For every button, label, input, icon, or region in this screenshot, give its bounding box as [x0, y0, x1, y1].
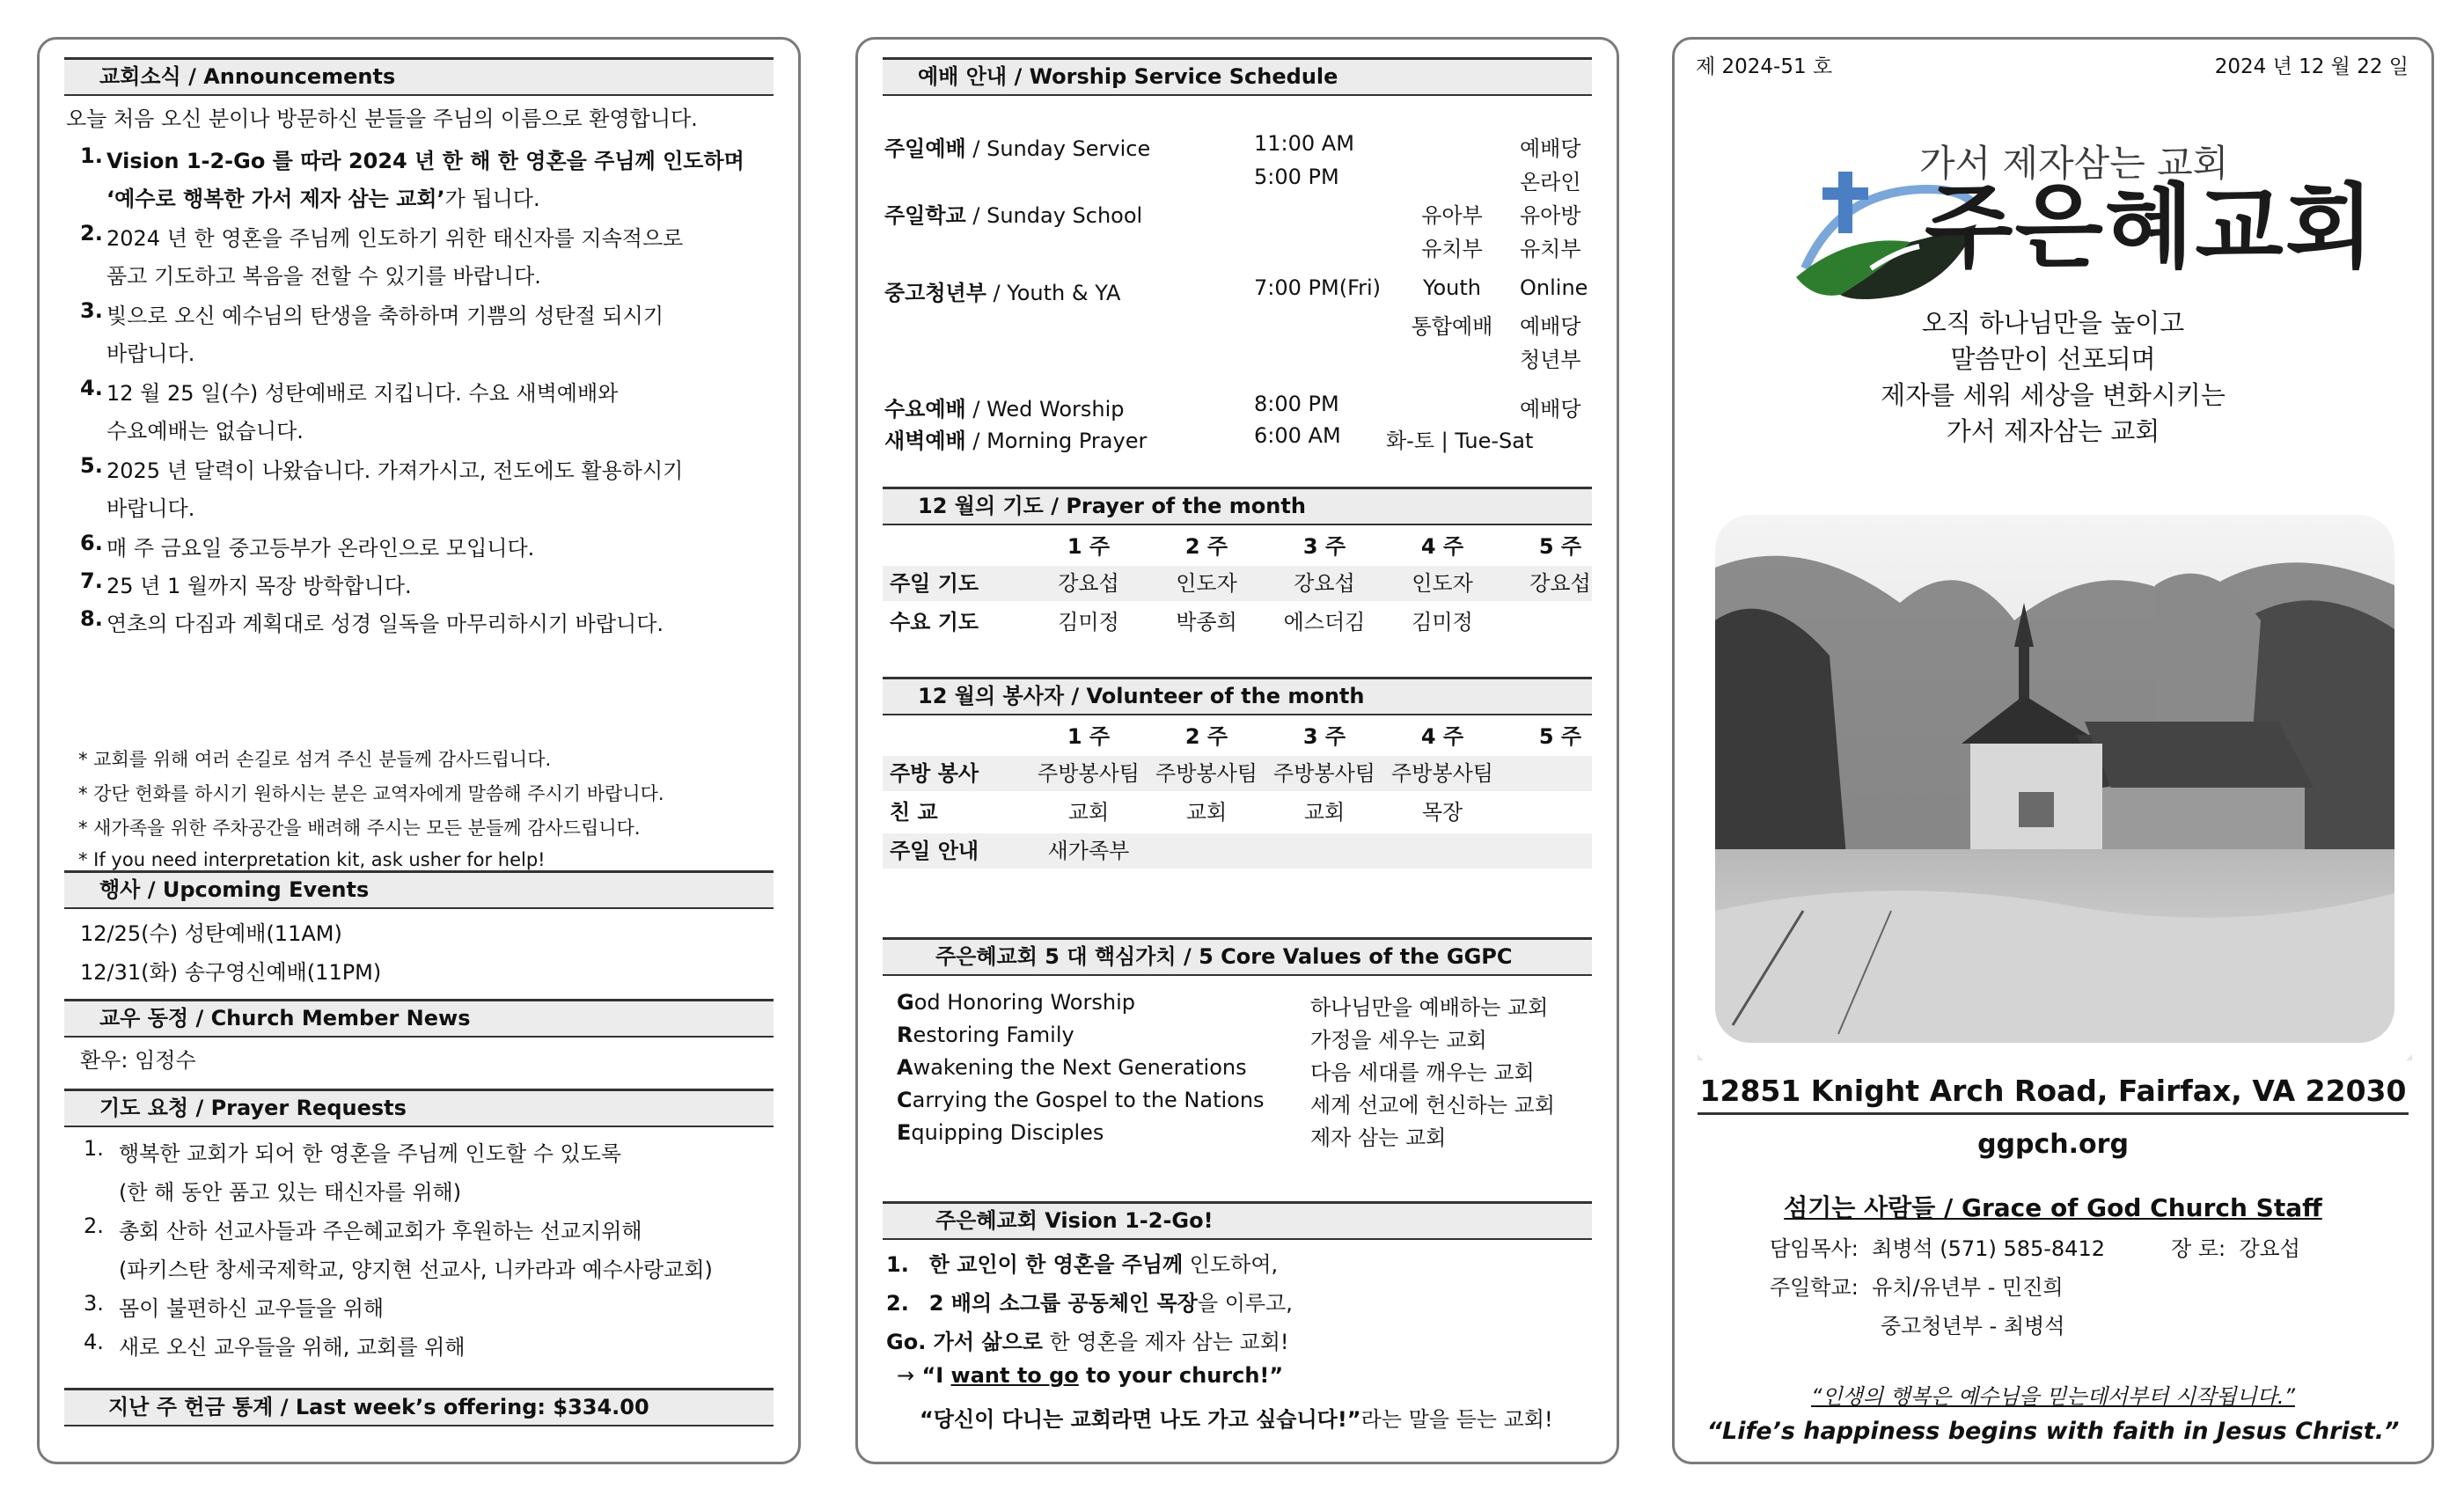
- school-staff: 유치/유년부 - 민진희: [1872, 1275, 2064, 1300]
- table-row: [883, 605, 1592, 640]
- school-row-2: 중고청년부 - 최병석: [1881, 1314, 2065, 1338]
- worship-time: 5:00 PM: [1254, 165, 1339, 189]
- worship-group: 통합예배: [1411, 314, 1493, 339]
- worship-time: 6:00 AM: [1254, 423, 1341, 448]
- elder-row: [2171, 1231, 2300, 1262]
- event-item: 12/25(수) 성탄예배(11AM): [80, 921, 342, 946]
- announcement-text: 2025 년 달력이 나왔습니다. 가져가시고, 전도에도 활용하시기: [106, 458, 684, 483]
- announcement-text: Vision 1-2-Go 를 따라 2024 년 한 해 한 영혼을 주님께 인도하며: [106, 149, 744, 173]
- worship-location: Online: [1520, 275, 1588, 300]
- offering-line: 지난 주 헌금 통계 / Last week’s offering: $334.00: [64, 1388, 774, 1426]
- announcement-note: * If you need interpretation kit, ask usher for help!: [78, 849, 546, 870]
- vision-header: 주은혜교회 Vision 1-2-Go!: [883, 1201, 1592, 1240]
- vision-line-2: [886, 1286, 1293, 1316]
- table-cell: 강요섭: [1529, 571, 1591, 596]
- announcements-panel: [37, 37, 801, 1464]
- core-value-initial: A: [897, 1055, 913, 1080]
- church-building-photo: [1698, 497, 2412, 1060]
- table-row: [883, 566, 1592, 601]
- table-cell: 김미정: [1412, 610, 1473, 634]
- announcement-number: 1.: [80, 143, 103, 168]
- prayer-request-text-line2: (한 해 동안 품고 있는 태신자를 위해): [119, 1180, 462, 1205]
- worship-location: 예배당: [1520, 314, 1581, 339]
- church-address: 12851 Knight Arch Road, Fairfax, VA 22030: [1698, 1069, 2409, 1115]
- week-column-header: 4 주: [1420, 534, 1464, 559]
- issue-date: 2024 년 12 월 22 일: [2214, 55, 2409, 78]
- announcement-note: * 교회를 위해 여러 손길로 섬겨 주신 분들께 감사드립니다.: [78, 749, 552, 770]
- announcement-number: 3.: [80, 298, 103, 323]
- worship-service-ko: 중고청년부: [884, 281, 986, 305]
- worship-time: 8:00 PM: [1254, 392, 1339, 416]
- worship-service-en: / Sunday School: [965, 203, 1143, 228]
- schedule-panel: [855, 37, 1619, 1464]
- announcement-text: 가 됩니다.: [444, 187, 540, 211]
- core-value-rest: wakening the Next Generations: [913, 1055, 1247, 1080]
- motto-line: 가서 제자삼는 교회: [1946, 416, 2160, 446]
- vision-line-5: [920, 1402, 1553, 1433]
- worship-service-en: / Morning Prayer: [965, 429, 1148, 453]
- announcement-text-line2: [106, 181, 540, 212]
- elder-name: 강요섭: [2239, 1236, 2300, 1261]
- worship-service-en: / Youth & YA: [986, 281, 1121, 305]
- table-row: [883, 795, 1592, 830]
- worship-group: 화-토 | Tue-Sat: [1386, 429, 1534, 453]
- table-cell: 주방봉사팀: [1273, 761, 1375, 786]
- cover-panel: [1672, 37, 2434, 1464]
- worship-time: 7:00 PM(Fri): [1254, 275, 1382, 300]
- table-row-label: 수요 기도: [890, 610, 979, 634]
- core-value-en: [897, 1120, 1104, 1145]
- quote-english: “Life’s happiness begins with faith in Jesus Christ.”: [1706, 1418, 2400, 1445]
- core-values-header: 주은혜교회 5 대 핵심가치 / 5 Core Values of the GGPC: [883, 937, 1592, 976]
- table-cell: 주방봉사팀: [1391, 761, 1493, 786]
- announcement-text: 12 월 25 일(수) 성탄예배로 지킵니다. 수요 새벽예배와: [106, 381, 619, 406]
- announcement-emphasis: ‘예수로 행복한 가서 제자 삼는 교회’: [106, 187, 445, 211]
- worship-group: 유아부: [1421, 203, 1483, 228]
- worship-service-en: / Sunday Service: [965, 136, 1151, 161]
- core-value-rest: quipping Disciples: [911, 1120, 1104, 1145]
- week-column-header: 2 주: [1184, 724, 1228, 749]
- table-cell: 주방봉사팀: [1155, 761, 1258, 786]
- vision-text: to your church!”: [1078, 1363, 1284, 1388]
- announcement-number: 7.: [80, 568, 103, 593]
- pastor-name: 최병석 (571) 585-8412: [1872, 1236, 2105, 1261]
- announcements-intro: 오늘 처음 오신 분이나 방문하신 분들을 주님의 이름으로 환영합니다.: [66, 106, 698, 131]
- school-row: [1770, 1270, 2064, 1301]
- table-cell: 목장: [1421, 800, 1463, 825]
- arrow-icon: →: [897, 1363, 915, 1388]
- core-value-en: [897, 1055, 1247, 1080]
- table-cell: 김미정: [1058, 610, 1119, 634]
- member-news-header: 교우 동정 / Church Member News: [64, 999, 774, 1038]
- table-cell: 주방봉사팀: [1038, 761, 1140, 786]
- worship-service-ko: 새벽예배: [884, 429, 966, 453]
- staff-header: 섬기는 사람들 / Grace of God Church Staff: [1784, 1193, 2322, 1222]
- worship-location: 청년부: [1520, 348, 1581, 372]
- table-row-label: 주방 봉사: [890, 761, 979, 786]
- week-column-header: 5 주: [1538, 724, 1582, 749]
- vision-bold: Go. 가서 삶으로: [886, 1330, 1043, 1354]
- table-row-label: 친 교: [890, 800, 938, 825]
- core-value-ko: 다음 세대를 깨우는 교회: [1310, 1060, 1535, 1085]
- worship-service-en: / Wed Worship: [965, 397, 1125, 422]
- table-cell: 교회: [1185, 800, 1228, 825]
- member-news-text: 환우: 임정수: [80, 1048, 196, 1073]
- worship-location: 예배당: [1520, 397, 1581, 422]
- worship-service-name: [884, 198, 1142, 229]
- announcement-text: 빛으로 오신 예수님의 탄생을 축하하며 기쁨의 성탄절 되시기: [106, 304, 664, 328]
- worship-service-name: [884, 392, 1125, 422]
- table-cell: 인도자: [1412, 571, 1473, 596]
- week-column-header: 3 주: [1302, 724, 1346, 749]
- prayer-request-number: 1.: [84, 1136, 104, 1161]
- motto-line: 제자를 세워 세상을 변화시키는: [1881, 380, 2226, 410]
- worship-location: 유아방: [1520, 203, 1581, 228]
- core-value-en: [897, 1023, 1074, 1047]
- core-value-en: [897, 1088, 1265, 1112]
- vision-num: 2.: [886, 1291, 909, 1316]
- announcements-header: 교회소식 / Announcements: [64, 57, 774, 96]
- vision-line-3: [886, 1324, 1289, 1355]
- table-cell: 강요섭: [1058, 571, 1119, 596]
- prayer-request-text-line2: (파키스탄 창세국제학교, 양지현 선교사, 니카라과 예수사랑교회): [119, 1258, 713, 1282]
- worship-service-ko: 주일학교: [884, 203, 966, 228]
- announcement-number: 6.: [80, 531, 103, 555]
- worship-header: 예배 안내 / Worship Service Schedule: [883, 57, 1592, 96]
- prayer-request-number: 2.: [84, 1214, 104, 1238]
- core-value-rest: od Honoring Worship: [913, 990, 1135, 1015]
- pastor-label: 담임목사:: [1770, 1236, 1859, 1261]
- worship-service-ko: 주일예배: [884, 136, 966, 161]
- core-value-ko: 세계 선교에 헌신하는 교회: [1310, 1093, 1555, 1118]
- core-value-ko: 가정을 세우는 교회: [1310, 1028, 1487, 1052]
- announcement-text: 2024 년 한 영혼을 주님께 인도하기 위한 태신자를 지속적으로: [106, 226, 684, 251]
- worship-group: 유치부: [1421, 237, 1483, 261]
- event-item: 12/31(화) 송구영신예배(11PM): [80, 960, 382, 985]
- core-value-rest: arrying the Gospel to the Nations: [912, 1088, 1265, 1112]
- worship-service-name: [884, 423, 1147, 454]
- table-row-label: 주일 기도: [890, 571, 979, 596]
- volunteer-month-header: 12 월의 봉사자 / Volunteer of the month: [883, 677, 1592, 715]
- announcement-text-line2: 바랍니다.: [106, 496, 195, 521]
- elder-label: 장 로:: [2171, 1236, 2226, 1261]
- vision-bold: 2 배의 소그룹 공동체인 목장: [928, 1291, 1198, 1316]
- church-website[interactable]: ggpch.org: [1977, 1129, 2129, 1160]
- vision-text: 한 영혼을 제자 삼는 교회!: [1042, 1330, 1289, 1354]
- prayer-request-number: 3.: [84, 1291, 104, 1316]
- announcement-number: 5.: [80, 453, 103, 478]
- prayer-request-text: 행복한 교회가 되어 한 영혼을 주님께 인도할 수 있도록: [119, 1141, 622, 1166]
- announcement-note: * 강단 헌화를 하시기 원하시는 분은 교역자에게 말씀해 주시기 바랍니다.: [78, 783, 664, 804]
- table-row-label: 주일 안내: [890, 839, 979, 863]
- week-column-header: 5 주: [1538, 534, 1582, 559]
- vision-line-1: [886, 1247, 1278, 1278]
- worship-location: 유치부: [1520, 237, 1581, 261]
- church-tagline: 가서 제자삼는 교회: [1919, 142, 2229, 185]
- core-value-ko: 제자 삼는 교회: [1310, 1126, 1447, 1150]
- vision-text: 라는 말을 듣는 교회!: [1360, 1407, 1553, 1432]
- announcement-text-line2: 수요예배는 없습니다.: [106, 419, 304, 444]
- motto-line: 말씀만이 선포되며: [1950, 344, 2156, 374]
- issue-number: 제 2024-51 호: [1696, 55, 1833, 78]
- announcement-text-line2: 바랍니다.: [106, 341, 195, 366]
- worship-time: 11:00 AM: [1254, 131, 1354, 156]
- week-column-header: 1 주: [1067, 724, 1111, 749]
- worship-service-name: [884, 131, 1150, 162]
- core-value-initial: R: [897, 1023, 913, 1047]
- announcement-text-line2: 품고 기도하고 복음을 전할 수 있기를 바랍니다.: [106, 264, 541, 289]
- vision-text: 을 이루고,: [1197, 1291, 1293, 1316]
- church-name: 주은혜교회: [1925, 173, 2376, 281]
- core-value-initial: E: [897, 1120, 912, 1145]
- prayer-request-text: 몸이 불편하신 교우들을 위해: [119, 1296, 385, 1321]
- worship-location: 온라인: [1520, 170, 1581, 194]
- table-cell: 새가족부: [1047, 839, 1130, 863]
- worship-group: Youth: [1423, 275, 1481, 300]
- quote-korean: “인생의 행복은 예수님을 믿는데서부터 시작됩니다.”: [1811, 1384, 2295, 1409]
- worship-service-ko: 수요예배: [884, 397, 966, 422]
- worship-location: 예배당: [1520, 136, 1581, 161]
- prayer-request-text: 총회 산하 선교사들과 주은혜교회가 후원하는 선교지위해: [119, 1219, 642, 1243]
- vision-underlined: want to go: [950, 1363, 1079, 1388]
- announcement-number: 2.: [80, 221, 103, 246]
- core-value-initial: C: [897, 1088, 913, 1112]
- vision-text: 인도하여,: [1183, 1252, 1279, 1277]
- prayer-request-text: 새로 오신 교우들을 위해, 교회를 위해: [119, 1335, 466, 1360]
- announcement-text: 연초의 다짐과 계획대로 성경 일독을 마무리하시기 바랍니다.: [106, 612, 664, 636]
- vision-num: 1.: [886, 1252, 909, 1277]
- worship-service-name: [884, 275, 1120, 306]
- vision-bold: “당신이 다니는 교회라면 나도 가고 싶습니다!”: [920, 1407, 1361, 1432]
- table-cell: 에스더김: [1283, 610, 1366, 634]
- prayer-request-number: 4.: [84, 1330, 104, 1354]
- church-motto: [1675, 305, 2431, 450]
- table-header-row: [883, 529, 1592, 564]
- announcement-number: 4.: [80, 376, 103, 400]
- table-cell: 인도자: [1176, 571, 1237, 596]
- table-row: [883, 833, 1592, 869]
- core-value-en: [897, 990, 1135, 1015]
- week-column-header: 3 주: [1302, 534, 1346, 559]
- vision-text: “I: [914, 1363, 951, 1388]
- week-column-header: 1 주: [1067, 534, 1111, 559]
- events-header: 행사 / Upcoming Events: [64, 870, 774, 909]
- announcement-text: 25 년 1 월까지 목장 방학합니다.: [106, 574, 412, 598]
- week-column-header: 2 주: [1184, 534, 1228, 559]
- motto-line: 오직 하나님만을 높이고: [1921, 308, 2185, 338]
- table-header-row: [883, 719, 1592, 754]
- vision-bold: 한 교인이 한 영혼을 주님께: [928, 1252, 1184, 1277]
- announcement-number: 8.: [80, 606, 103, 631]
- table-cell: 박종희: [1176, 610, 1237, 634]
- announcement-note: * 새가족을 위한 주차공간을 배려해 주시는 모든 분들께 감사드립니다.: [78, 818, 641, 839]
- core-value-ko: 하나님만을 예배하는 교회: [1310, 995, 1549, 1020]
- church-photo-image: [1698, 497, 2412, 1060]
- vision-line-4: [897, 1363, 1283, 1388]
- core-value-initial: G: [897, 990, 914, 1015]
- table-cell: 강요섭: [1294, 571, 1355, 596]
- table-cell: 교회: [1303, 800, 1346, 825]
- prayer-requests-header: 기도 요청 / Prayer Requests: [64, 1089, 774, 1127]
- week-column-header: 4 주: [1420, 724, 1464, 749]
- table-cell: 교회: [1067, 800, 1110, 825]
- table-row: [883, 756, 1592, 791]
- pastor-row: [1770, 1231, 2105, 1262]
- school-label: 주일학교:: [1770, 1275, 1859, 1300]
- announcement-text: 매 주 금요일 중고등부가 온라인으로 모입니다.: [106, 536, 535, 561]
- prayer-month-header: 12 월의 기도 / Prayer of the month: [883, 487, 1592, 525]
- core-value-rest: estoring Family: [913, 1023, 1074, 1047]
